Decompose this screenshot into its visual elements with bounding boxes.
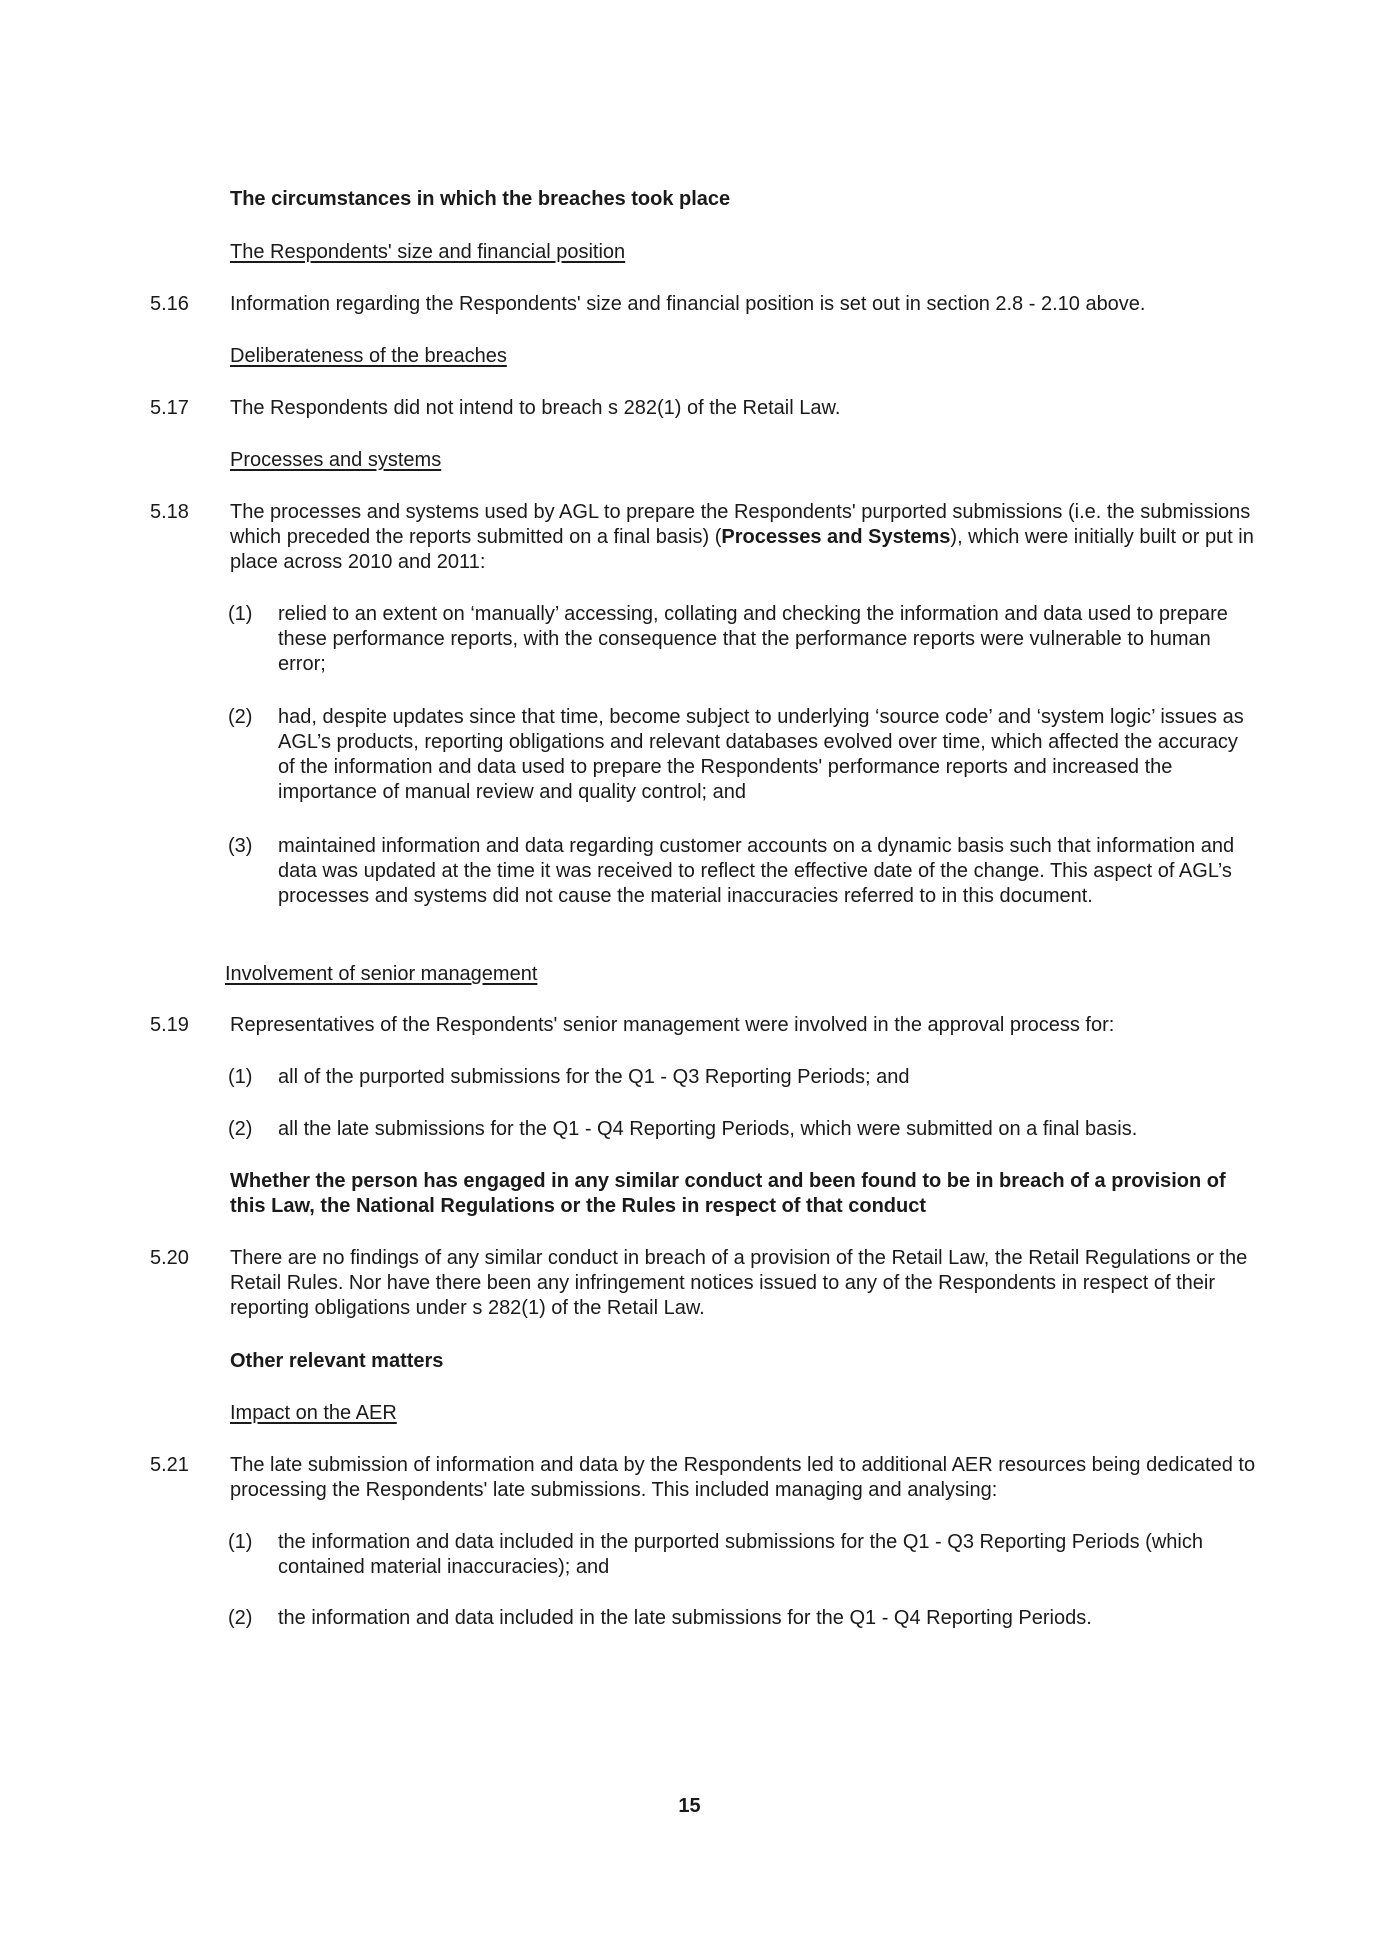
list-item-number: (1) [228, 1531, 253, 1553]
paragraph-number: 5.21 [150, 1454, 189, 1476]
paragraph-text: Information regarding the Respondents' size and financial position is set out in section 2.8 - 2.10 above. [230, 293, 1146, 315]
list-item-text: the information and data included in the purported submissions for the Q1 - Q3 Reporting Periods (which contained material inaccuracies); and [278, 1531, 1203, 1578]
page-number: 15 [678, 1795, 701, 1817]
paragraph-number: 5.16 [150, 293, 189, 315]
list-item-text: all the late submissions for the Q1 - Q4 Reporting Periods, which were submitted on a final basis. [278, 1118, 1138, 1140]
list-item-number: (2) [228, 706, 253, 728]
list-item-number: (3) [228, 835, 253, 857]
subheading-senior-management: Involvement of senior management [225, 963, 538, 985]
subheading-deliberateness: Deliberateness of the breaches [230, 345, 507, 367]
defined-term: Processes and Systems [721, 526, 951, 548]
subheading-impact-aer: Impact on the AER [230, 1402, 397, 1424]
paragraph-text: Representatives of the Respondents' senior management were involved in the approval process for: [230, 1014, 1115, 1036]
heading-similar-conduct: Whether the person has engaged in any similar conduct and been found to be in breach of a provision of this Law, the National Regulations or the Rules in respect of that conduct [230, 1170, 1226, 1217]
paragraph-number: 5.20 [150, 1247, 189, 1269]
paragraph-text: The late submission of information and data by the Respondents led to additional AER resources being dedicated to processing the Respondents' late submissions. This included managing and analysing: [230, 1454, 1256, 1501]
list-item-text: had, despite updates since that time, become subject to underlying ‘source code’ and ‘system logic’ issues as AGL’s products, reporting obligations and relevant databases evolved over time, which affected the accuracy of the information and data used to prepare the Respondents' performance reports and increased the importance of manual review and quality control; and [278, 706, 1244, 803]
list-item-number: (2) [228, 1607, 253, 1629]
list-item-text: maintained information and data regarding customer accounts on a dynamic basis such that information and data was updated at the time it was received to reflect the effective date of the change. This aspect of AGL’s processes and systems did not cause the material inaccuracies referred to in this document. [278, 835, 1235, 907]
heading-other-matters: Other relevant matters [230, 1350, 444, 1372]
list-item-number: (1) [228, 1066, 253, 1088]
subheading-processes-systems: Processes and systems [230, 449, 442, 471]
list-item-text: all of the purported submissions for the Q1 - Q3 Reporting Periods; and [278, 1066, 910, 1088]
list-item-number: (2) [228, 1118, 253, 1140]
subheading-size-financial-position: The Respondents' size and financial position [230, 241, 626, 263]
list-item-number: (1) [228, 603, 253, 625]
paragraph-number: 5.17 [150, 397, 189, 419]
list-item-text: the information and data included in the late submissions for the Q1 - Q4 Reporting Periods. [278, 1607, 1092, 1629]
heading-circumstances: The circumstances in which the breaches took place [230, 188, 731, 210]
paragraph-text: There are no findings of any similar conduct in breach of a provision of the Retail Law, the Retail Regulations or the Retail Rules. Nor have there been any infringement notices issued to any of the Respondents in respect of their reporting obligations under s 282(1) of the Retail Law. [230, 1247, 1248, 1319]
list-item-text: relied to an extent on ‘manually’ accessing, collating and checking the information and data used to prepare these performance reports, with the consequence that the performance reports were vulnerable to human error; [278, 603, 1228, 675]
paragraph-text: The processes and systems used by AGL to prepare the Respondents' purported submissions (i.e. the submissions which preceded the reports submitted on a final basis) (Processes and Systems), which were initially built or put in place across 2010 and 2011: [230, 501, 1254, 573]
paragraph-text: The Respondents did not intend to breach s 282(1) of the Retail Law. [230, 397, 841, 419]
paragraph-number: 5.18 [150, 501, 189, 523]
paragraph-number: 5.19 [150, 1014, 189, 1036]
